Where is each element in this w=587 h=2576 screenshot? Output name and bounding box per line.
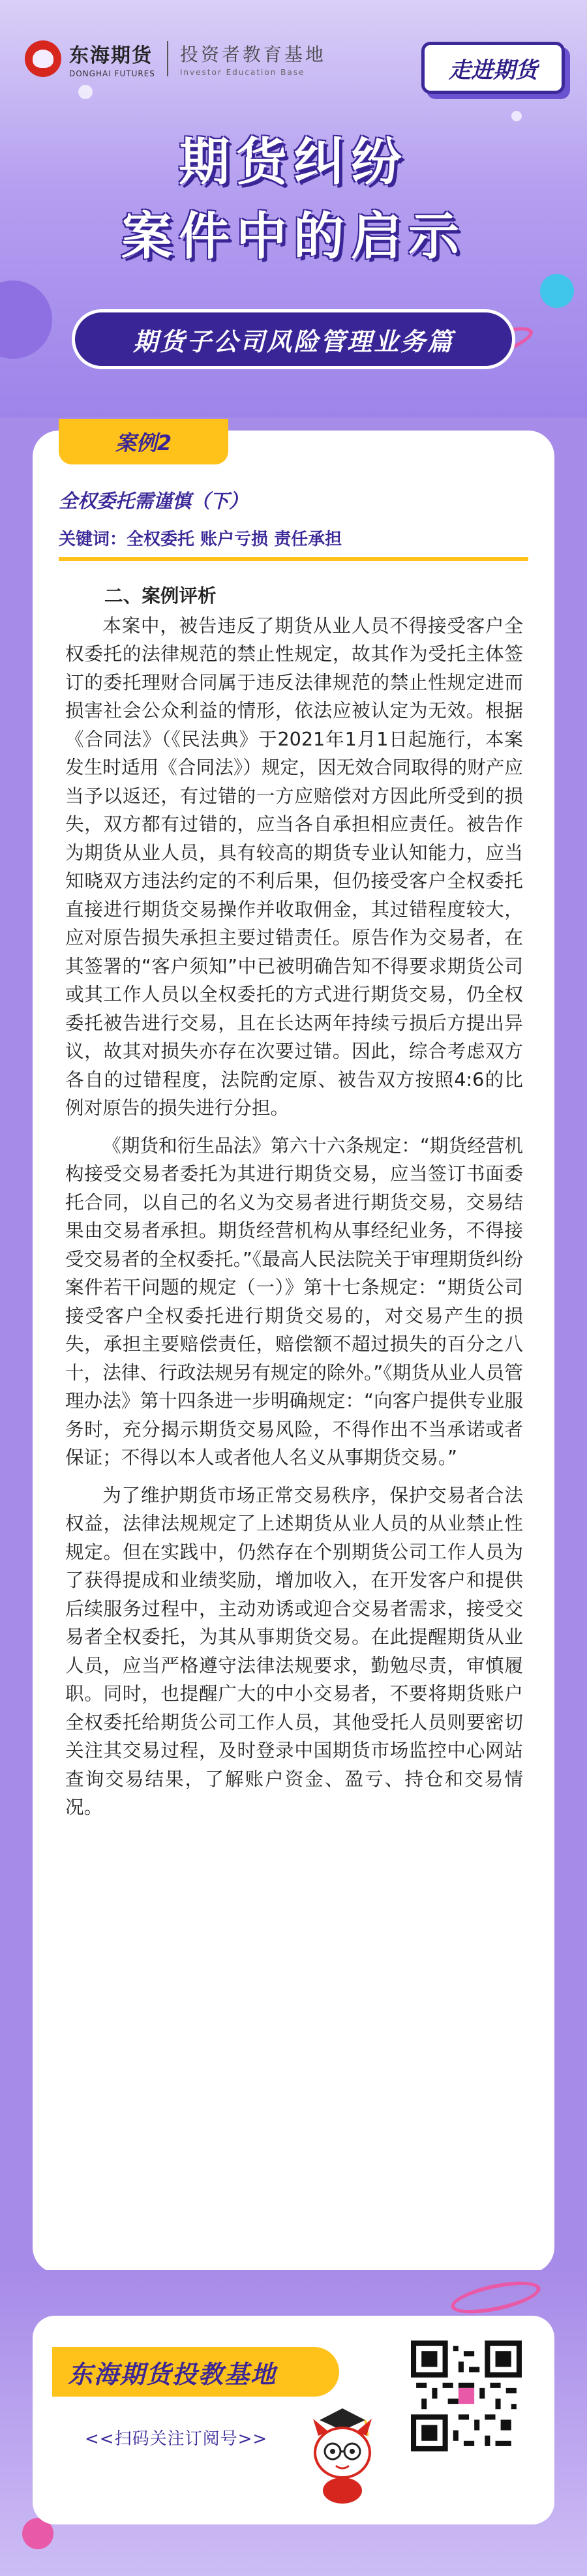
brand-logo (25, 39, 326, 78)
case-title: 全权委托需谨慎（下） (59, 490, 248, 512)
scan-hint: <<扫码关注订阅号>> (85, 2429, 268, 2449)
mascot-icon (300, 2407, 385, 2505)
logo-subtitle-en: Investor Education Base (179, 68, 305, 77)
paragraph: 《期货和衍生品法》第六十六条规定：“期货经营机构接受交易者委托为其进行期货交易，应当签订书面委托合同，以自己的名义为交易者进行期货交易，交易结果由交易者承担。期货经营机构从事经纪业务，不得接受交易者的全权委托。”《最高人民法院关于审理期货纠纷案件若干问题的规定（一）》第十七条规定：“期货公司接受客户全权委托进行期货交易的，对交易产生的损失，承担主要赔偿责任，赔偿额不超过损失的百分之八十，法律、行政法规另有规定的除外。”《期货从业人员管理办法》第十四条进一步明确规定：“向客户提供专业服务时，充分揭示期货交易风险，不得作出不当承诺或者保证；不得以本人或者他人名义从事期货交易。” (65, 1134, 523, 1468)
keywords: 关键词：全权委托 账户亏损 责任承担 (59, 530, 342, 549)
article-card (33, 431, 554, 2273)
decor-dot (511, 111, 522, 121)
paragraph: 本案中，被告违反了期货从业人员不得接受客户全权委托的法律规范的禁止性规定，故其作为受托主体签订的委托理财合同属于违反法律规范的禁止性规定进而损害社会公众利益的情形，依法应被认定为无效。根据《合同法》（《民法典》于2021年1月1日起施行，本案发生时适用《合同法》）规定，因无效合同取得的财产应当予以返还，有过错的一方应赔偿对方因此所受到的损失，双方都有过错的，应当各自承担相应责任。被告作为期货从业人员，具有较高的期货专业认知能力，应当知晓双方违法约定的不利后果，但仍接受客户全权委托直接进行期货交易操作并收取佣金，其过错程度较大，应对原告损失承担主要过错责任。原告作为交易者，在其签署的“客户须知”中已被明确告知不得要求期货公司或其工作人员以全权委托的方式进行期货交易，仍全权委托被告进行交易，且在长达两年持续亏损后方提出异议，故其对损失亦存在次要过错。因此，综合考虑双方各自的过错程度，法院酌定原、被告双方按照4:6的比例对原告的损失进行分担。 (65, 614, 523, 1119)
base-banner: 东海期货投教基地 (52, 2347, 339, 2397)
logo-divider (167, 41, 168, 76)
series-tag: 走进期货 (421, 42, 565, 94)
decor-ring (448, 2275, 543, 2320)
page-subtitle: 期货子公司风险管理业务篇 (72, 309, 515, 369)
paragraph: 为了维护期货市场正常交易秩序，保护交易者合法权益，法律法规规定了上述期货从业人员的从业禁止性规定。但在实践中，仍然存在个别期货公司工作人员为了获得提成和业绩奖励，增加收入，在开发客户和提供后续服务过程中，主动劝诱或迎合交易者需求，接受交易者全权委托，为其从事期货交易。在此提醒期货从业人员，应当严格遵守法律法规要求，勤勉尽责，审慎履职。同时，也提醒广大的中小交易者，不要将期货账户全权委托给期货公司工作人员，其他受托人员则要密切关注其交易过程，及时登录中国期货市场监控中心网站查询交易结果，了解账户资金、盈亏、持仓和交易情况。 (65, 1483, 523, 1818)
logo-name: 东海期货 (69, 44, 153, 67)
logo-subtitle: 投资者教育基地 (179, 44, 326, 65)
footer-panel (33, 2316, 554, 2524)
keywords-underline (59, 557, 528, 561)
header-banner (0, 0, 587, 417)
qr-code-image[interactable] (404, 2334, 528, 2458)
footer (0, 2270, 587, 2576)
page-title-line2: 案件中的启示 (121, 207, 466, 266)
decor-circle (540, 274, 574, 308)
article-body (65, 582, 523, 1822)
decor-circle (0, 280, 52, 359)
section-heading: 二、案例评析 (104, 584, 217, 607)
case-label: 案例2 (59, 419, 228, 464)
donghai-logo-icon (25, 40, 61, 77)
decor-dot (78, 85, 93, 99)
page-title-line1: 期货纠纷 (178, 133, 408, 192)
logo-name-en: DONGHAI FUTURES (69, 69, 155, 78)
